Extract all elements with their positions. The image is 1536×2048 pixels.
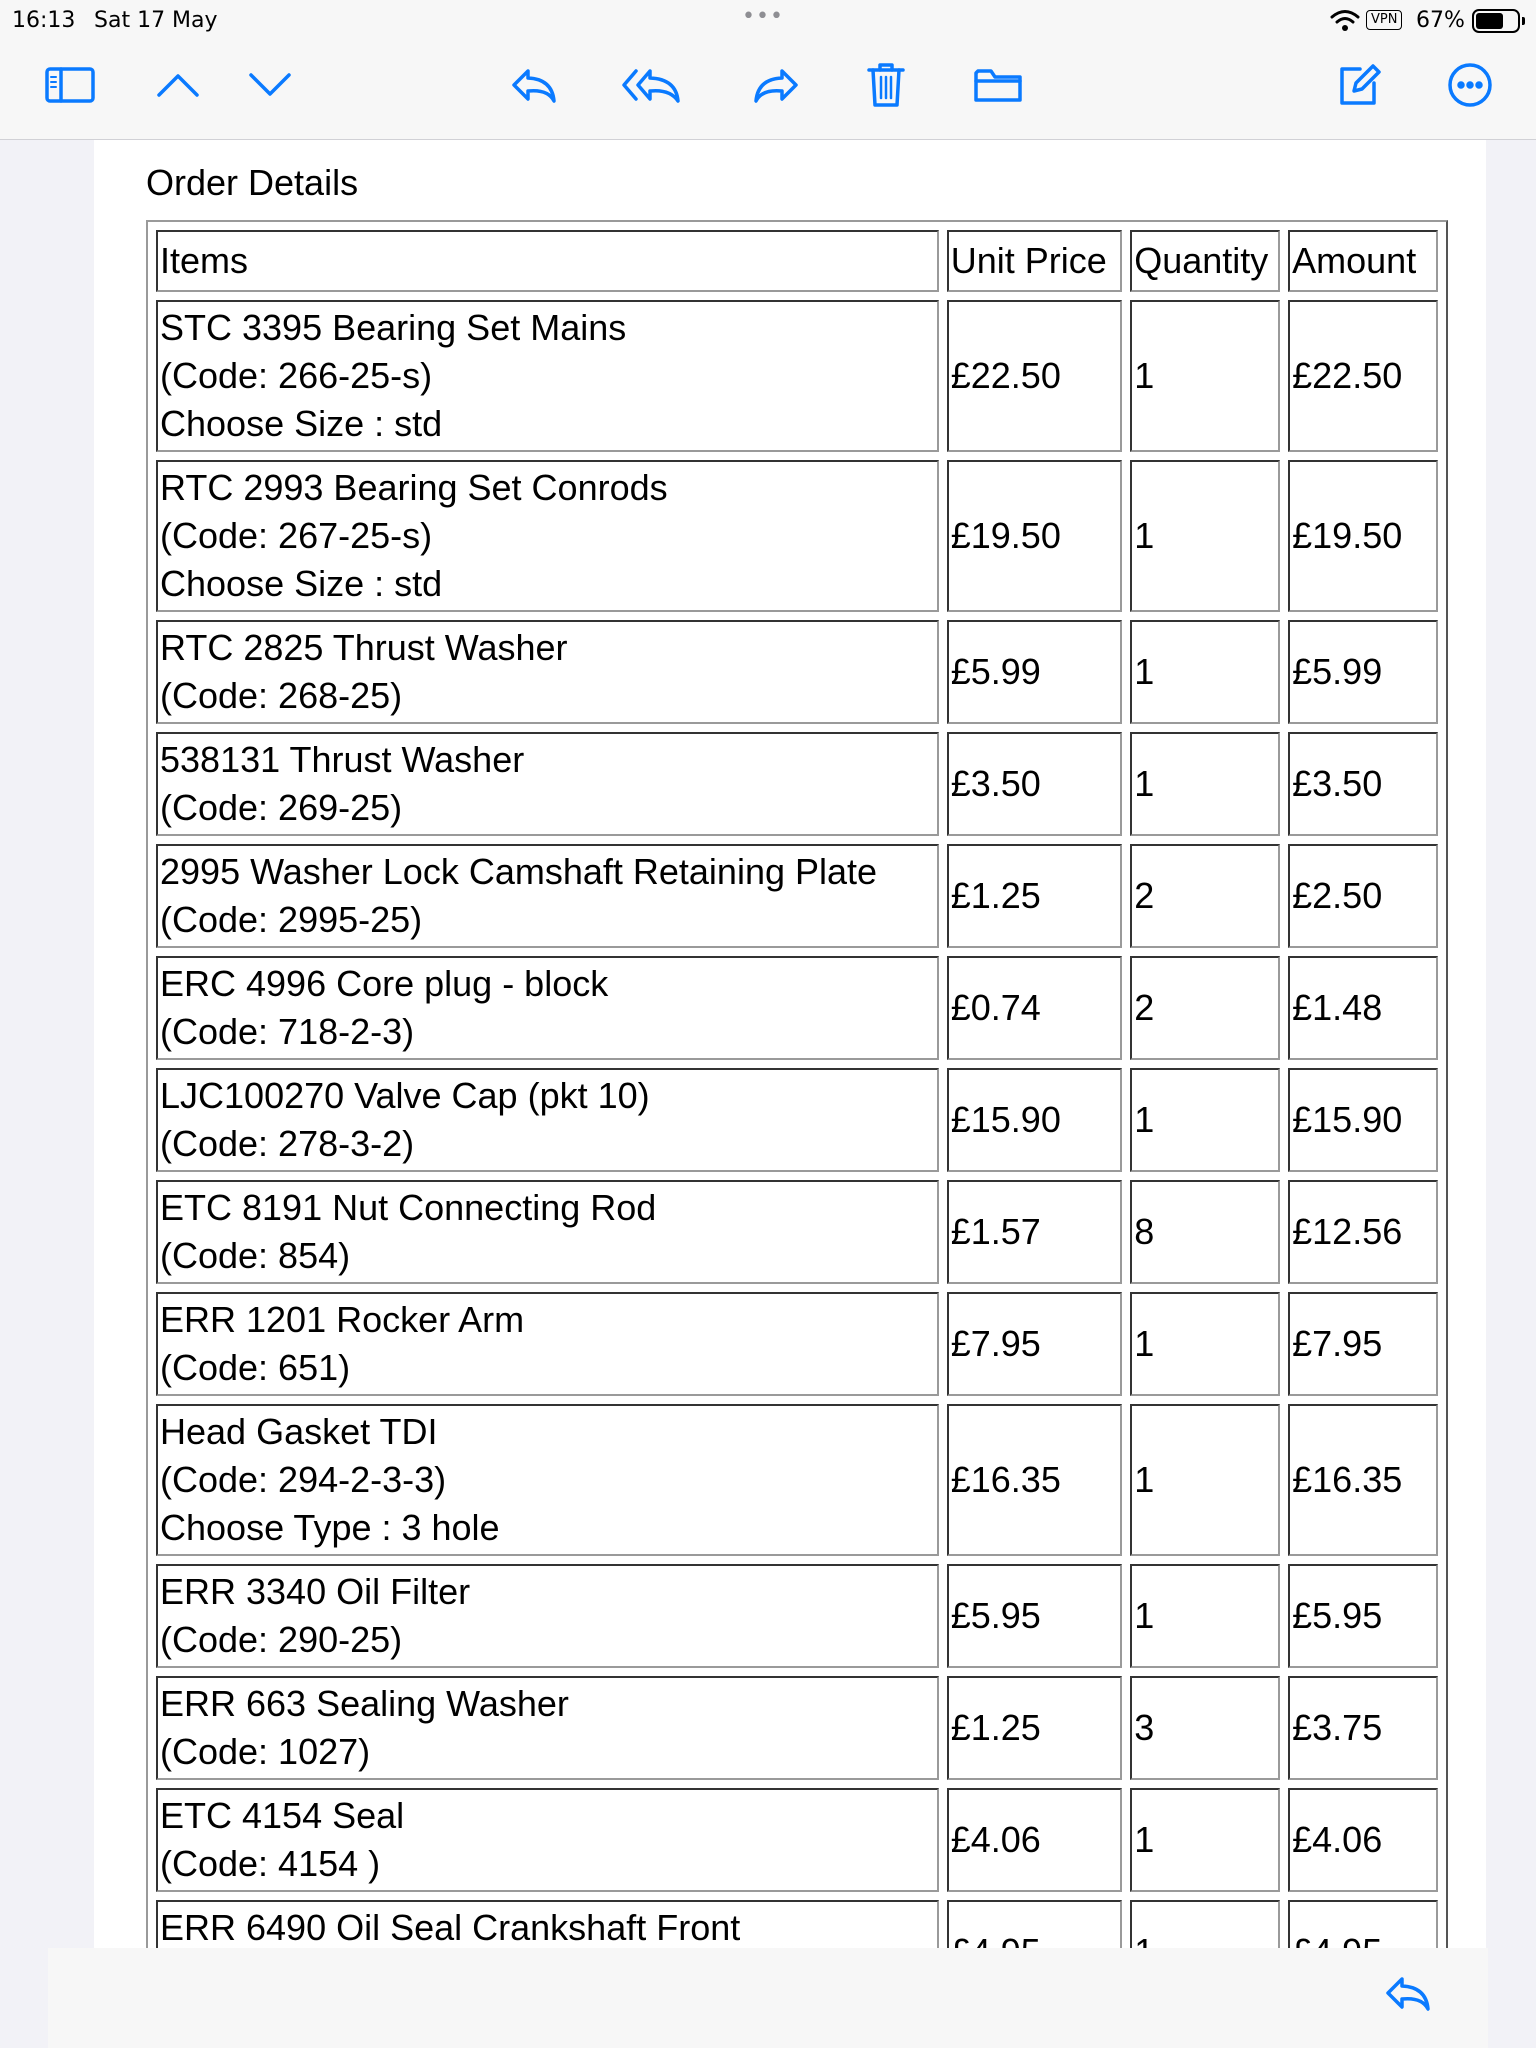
table-row	[156, 956, 1438, 1060]
unit-price-cell: £3.50	[947, 732, 1122, 836]
amount-cell: £7.95	[1288, 1292, 1438, 1396]
quantity-cell: 1	[1130, 300, 1280, 452]
table-row	[156, 1180, 1438, 1284]
item-line: 2995 Washer Lock Camshaft Retaining Plate	[160, 851, 878, 892]
item-line: Choose Type : 3 hole	[160, 1507, 500, 1548]
unit-price-cell: £0.74	[947, 956, 1122, 1060]
mail-toolbar	[0, 40, 1536, 140]
unit-price-cell: £1.25	[947, 1676, 1122, 1780]
table-row	[156, 1068, 1438, 1172]
item-line: (Code: 718-2-3)	[160, 1011, 415, 1052]
item-line: (Code: 278-3-2)	[160, 1123, 415, 1164]
table-row	[156, 1292, 1438, 1396]
folder-icon[interactable]	[968, 60, 1028, 110]
quantity-cell: 1	[1130, 732, 1280, 836]
unit-price-cell: £19.50	[947, 460, 1122, 612]
reply-icon[interactable]	[504, 60, 564, 110]
chevron-up-icon[interactable]	[148, 60, 208, 110]
table-row	[156, 300, 1438, 452]
vpn-badge: VPN	[1366, 10, 1402, 30]
item-cell	[156, 1404, 939, 1556]
unit-price-cell: £4.06	[947, 1788, 1122, 1892]
amount-cell: £2.50	[1288, 844, 1438, 948]
unit-price-cell: £7.95	[947, 1292, 1122, 1396]
quantity-cell: 1	[1130, 1068, 1280, 1172]
quantity-cell: 8	[1130, 1180, 1280, 1284]
status-bar	[0, 0, 1536, 40]
item-line: (Code: 294-2-3-3)	[160, 1459, 447, 1500]
table-row	[156, 844, 1438, 948]
item-line: (Code: 269-25)	[160, 787, 403, 828]
unit-price-cell: £5.95	[947, 1564, 1122, 1668]
order-details-title: Order Details	[146, 162, 359, 203]
unit-price-cell: £22.50	[947, 300, 1122, 452]
table-header-row	[156, 230, 1438, 292]
quantity-cell: 2	[1130, 956, 1280, 1060]
status-time: 16:13	[12, 8, 76, 33]
amount-cell: £3.50	[1288, 732, 1438, 836]
item-cell	[156, 620, 939, 724]
sidebar-icon[interactable]	[40, 60, 100, 110]
battery-nub	[1522, 17, 1525, 25]
table-row	[156, 620, 1438, 724]
item-line: (Code: 2995-25)	[160, 899, 423, 940]
item-cell	[156, 1068, 939, 1172]
header-items: Items	[156, 230, 939, 292]
item-line: (Code: 268-25)	[160, 675, 403, 716]
quantity-cell: 1	[1130, 1564, 1280, 1668]
item-line: (Code: 854)	[160, 1235, 351, 1276]
item-cell	[156, 956, 939, 1060]
table-row	[156, 1676, 1438, 1780]
wifi-icon	[1330, 8, 1360, 32]
header-amount: Amount	[1288, 230, 1438, 292]
item-line: ERR 1201 Rocker Arm	[160, 1299, 525, 1340]
item-line: (Code: 266-25-s)	[160, 355, 433, 396]
amount-cell: £19.50	[1288, 460, 1438, 612]
reply-all-icon[interactable]	[622, 60, 682, 110]
table-row	[156, 732, 1438, 836]
quantity-cell: 1	[1130, 1292, 1280, 1396]
item-cell	[156, 1676, 939, 1780]
item-line: 538131 Thrust Washer	[160, 739, 525, 780]
more-icon[interactable]	[1440, 60, 1500, 110]
unit-price-cell: £1.25	[947, 844, 1122, 948]
item-cell	[156, 844, 939, 948]
amount-cell: £12.56	[1288, 1180, 1438, 1284]
item-line: (Code: 267-25-s)	[160, 515, 433, 556]
battery-icon	[1472, 9, 1520, 33]
amount-cell: £5.99	[1288, 620, 1438, 724]
amount-cell: £16.35	[1288, 1404, 1438, 1556]
item-line: ETC 8191 Nut Connecting Rod	[160, 1187, 657, 1228]
item-cell	[156, 1564, 939, 1668]
item-cell	[156, 1180, 939, 1284]
quantity-cell: 3	[1130, 1676, 1280, 1780]
quantity-cell: 1	[1130, 620, 1280, 724]
amount-cell: £5.95	[1288, 1564, 1438, 1668]
item-line: RTC 2825 Thrust Washer	[160, 627, 568, 668]
amount-cell: £1.48	[1288, 956, 1438, 1060]
compose-icon[interactable]	[1328, 60, 1388, 110]
order-table	[146, 220, 1448, 2014]
amount-cell: £15.90	[1288, 1068, 1438, 1172]
item-line: (Code: 651)	[160, 1347, 351, 1388]
unit-price-cell: £5.99	[947, 620, 1122, 724]
quantity-cell: 1	[1130, 1788, 1280, 1892]
item-line: ERR 3340 Oil Filter	[160, 1571, 471, 1612]
battery-percent: 67%	[1416, 8, 1465, 33]
item-line: ERR 663 Sealing Washer	[160, 1683, 569, 1724]
amount-cell: £3.75	[1288, 1676, 1438, 1780]
item-line: Head Gasket TDI	[160, 1411, 438, 1452]
item-cell	[156, 732, 939, 836]
email-body	[94, 140, 1486, 1948]
quantity-cell: 1	[1130, 1404, 1280, 1556]
amount-cell: £4.06	[1288, 1788, 1438, 1892]
unit-price-cell: £1.57	[947, 1180, 1122, 1284]
item-line: (Code: 1027)	[160, 1731, 371, 1772]
item-cell	[156, 1788, 939, 1892]
item-line: ERR 6490 Oil Seal Crankshaft Front	[160, 1907, 741, 1948]
header-quantity: Quantity	[1130, 230, 1280, 292]
email-body-scroll[interactable]	[48, 140, 1488, 1948]
trash-icon[interactable]	[856, 60, 916, 110]
unit-price-cell: £16.35	[947, 1404, 1122, 1556]
item-line: Choose Size : std	[160, 563, 443, 604]
reply-icon[interactable]	[1378, 1968, 1438, 2018]
item-cell	[156, 1292, 939, 1396]
item-line: ERC 4996 Core plug - block	[160, 963, 609, 1004]
item-cell	[156, 460, 939, 612]
quantity-cell: 1	[1130, 460, 1280, 612]
table-row	[156, 1404, 1438, 1556]
forward-icon[interactable]	[746, 60, 806, 110]
amount-cell: £22.50	[1288, 300, 1438, 452]
item-line: (Code: 4154 )	[160, 1843, 381, 1884]
item-cell	[156, 300, 939, 452]
battery-fill	[1476, 13, 1503, 29]
item-line: (Code: 290-25)	[160, 1619, 403, 1660]
multitasking-dots-icon[interactable]: •••	[742, 4, 784, 29]
table-row	[156, 460, 1438, 612]
table-row	[156, 1564, 1438, 1668]
item-line: ETC 4154 Seal	[160, 1795, 405, 1836]
unit-price-cell: £15.90	[947, 1068, 1122, 1172]
order-table-body	[156, 300, 1438, 2004]
item-line: Choose Size : std	[160, 403, 443, 444]
status-date: Sat 17 May	[94, 8, 218, 33]
item-line: LJC100270 Valve Cap (pkt 10)	[160, 1075, 650, 1116]
item-line: RTC 2993 Bearing Set Conrods	[160, 467, 668, 508]
item-line: STC 3395 Bearing Set Mains	[160, 307, 627, 348]
header-unit-price: Unit Price	[947, 230, 1122, 292]
chevron-down-icon[interactable]	[240, 60, 300, 110]
table-row	[156, 1788, 1438, 1892]
bottom-bar	[48, 1948, 1488, 2048]
quantity-cell: 2	[1130, 844, 1280, 948]
